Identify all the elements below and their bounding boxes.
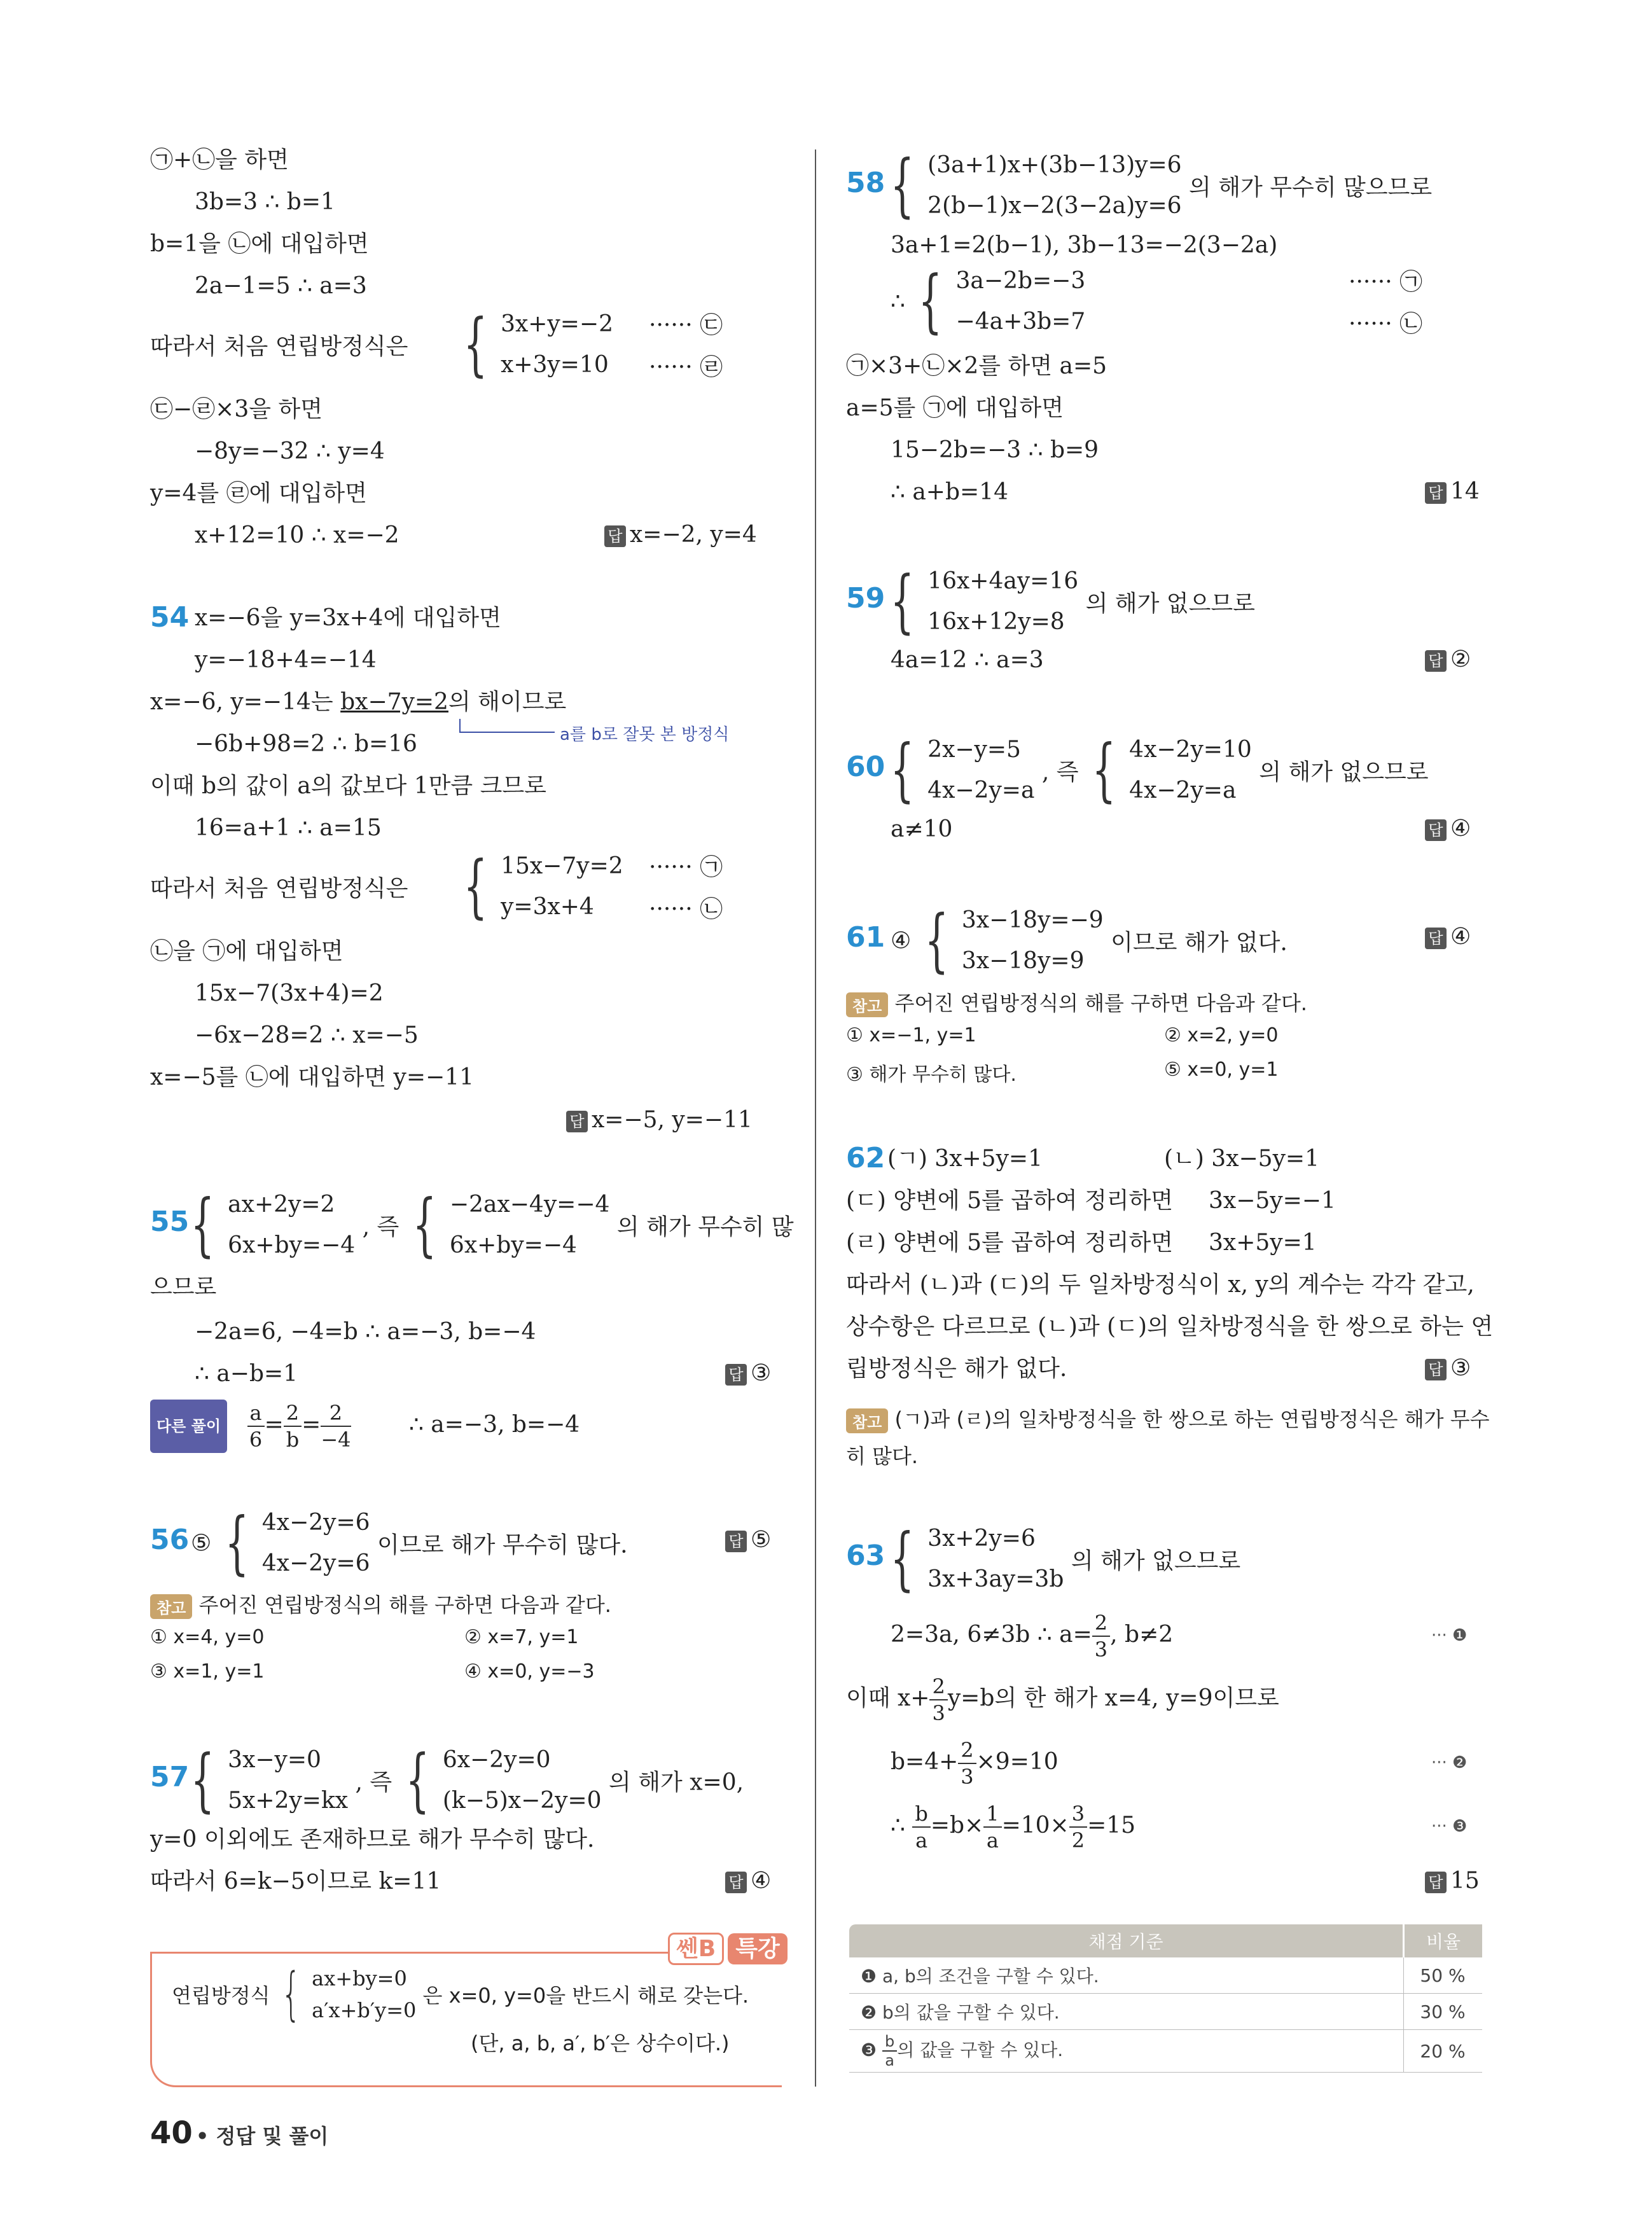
problem-number: 55 bbox=[150, 1206, 190, 1238]
table-header: 비율 bbox=[1404, 1924, 1483, 1957]
text-line: 15x−7(3x+4)=2 bbox=[195, 980, 384, 1006]
equation: y=3x+4 bbox=[501, 894, 594, 920]
text-line: ㉢−㉣×3을 하면 bbox=[150, 396, 323, 422]
text-line: x=−6, y=−14는 bx−7y=2의 해이므로 bbox=[150, 689, 567, 715]
scoring-table bbox=[849, 1924, 1482, 2073]
answer bbox=[1425, 646, 1471, 672]
table-row: ❸ $\frac{b}{a}$ 의 값을 구할 수 있다. 20 % bbox=[849, 2030, 1482, 2073]
special-equation: 연립방정식 { ax+by=0 a′x+b′y=0 은 x=0, y=0을 반드시 해로 갖는다. bbox=[172, 1961, 749, 2027]
equation-system: ④ { 3x−18y=−9 3x−18y=9 이므로 해가 없다. bbox=[891, 901, 1288, 980]
answer bbox=[725, 1868, 771, 1894]
text-line: −2a=6, −4=b ∴ a=−3, b=−4 bbox=[195, 1319, 536, 1345]
equation-marker: ······ ㉡ bbox=[649, 896, 723, 922]
text-line: 3b=3 ∴ b=1 bbox=[195, 189, 335, 215]
equation: 15x−7y=2 bbox=[501, 853, 623, 879]
text-line: 이때 b의 값이 a의 값보다 1만큼 크므로 bbox=[150, 773, 546, 799]
answer-mark: 답 bbox=[1425, 928, 1447, 949]
column-divider bbox=[815, 149, 816, 2087]
note-item: ① x=4, y=0 bbox=[150, 1626, 265, 1648]
alt-solution-tag: 다른 풀이 bbox=[150, 1400, 227, 1453]
text-line: ∴ a−b=1 bbox=[195, 1361, 298, 1387]
footer-title: • 정답 및 풀이 bbox=[195, 2124, 329, 2148]
problem-number: 61 bbox=[846, 921, 885, 954]
answer-value: ④ bbox=[1450, 924, 1471, 950]
reference-note: 참고 주어진 연립방정식의 해를 구하면 다음과 같다. bbox=[150, 1589, 611, 1619]
text-line: −8y=−32 ∴ y=4 bbox=[195, 438, 385, 464]
answer bbox=[725, 1360, 771, 1386]
answer-mark: 답 bbox=[1425, 1359, 1447, 1380]
text-line: 15−2b=−3 ∴ b=9 bbox=[891, 437, 1099, 463]
text-line: 4a=12 ∴ a=3 bbox=[891, 647, 1044, 673]
text-line: 16=a+1 ∴ a=15 bbox=[195, 815, 382, 841]
answer bbox=[1425, 816, 1471, 842]
reference-tag: 참고 bbox=[846, 992, 888, 1017]
equation-system: 따라서 처음 연립방정식은 { 15x−7y=2 y=3x+4 bbox=[150, 847, 623, 926]
text-line: 립방정식은 해가 없다. bbox=[846, 1356, 1067, 1382]
equation: x+3y=10 bbox=[501, 352, 609, 378]
text-line: −6b+98=2 ∴ b=16 bbox=[195, 731, 417, 757]
note-item: ③ 해가 무수히 많다. bbox=[846, 1064, 1017, 1086]
text-line: 으므로 bbox=[150, 1274, 217, 1300]
answer bbox=[1425, 924, 1471, 950]
step-marker: ··· ❶ bbox=[1431, 1626, 1468, 1645]
text-line: 2a−1=5 ∴ a=3 bbox=[195, 273, 367, 299]
annotation: a를 b로 잘못 본 방정식 bbox=[560, 725, 730, 744]
text-line: a≠10 bbox=[891, 816, 953, 842]
answer-mark: 답 bbox=[725, 1531, 747, 1552]
answer-mark: 답 bbox=[1425, 650, 1447, 672]
answer-value: ② bbox=[1450, 646, 1471, 672]
equation-marker: ······ ㉡ bbox=[1349, 311, 1423, 337]
text-line: −6x−28=2 ∴ x=−5 bbox=[195, 1022, 419, 1048]
text-line: 2=3a, 6≠3b ∴ a= $\frac{2}{3}$ , b≠2 bbox=[891, 1611, 1174, 1662]
text-line: ∴ $\frac{b}{a}$ =b× $\frac{1}{a}$ =10× $\frac{3}{2}$ =15 bbox=[891, 1802, 1136, 1852]
text-line: (ㄹ) 양변에 5를 곱하여 정리하면 bbox=[846, 1230, 1174, 1256]
problem-number: 59 bbox=[846, 582, 885, 615]
table-row: ❶ a, b의 조건을 구할 수 있다. 50 % bbox=[849, 1957, 1482, 1994]
equation-marker: ······ ㉠ bbox=[649, 854, 723, 880]
text-line: 이때 x+ $\frac{2}{3}$ y=b의 한 해가 x=4, y=9이므로 bbox=[846, 1674, 1279, 1725]
answer-value: ④ bbox=[1450, 816, 1471, 842]
text-line: ㉠×3+㉡×2를 하면 a=5 bbox=[846, 353, 1107, 379]
answer bbox=[725, 1527, 771, 1553]
text-line: b=1을 ㉡에 대입하면 bbox=[150, 231, 369, 257]
special-lecture-tag: 쎈B 특강 bbox=[668, 1931, 788, 1963]
text-line: x=−6을 y=3x+4에 대입하면 bbox=[195, 605, 501, 631]
text-line: 따라서 6=k−5이므로 k=11 bbox=[150, 1868, 441, 1894]
text-line: y=−18+4=−14 bbox=[195, 647, 377, 673]
answer-mark: 답 bbox=[1425, 482, 1447, 504]
page-footer bbox=[150, 2115, 328, 2151]
equation-system: { (3a+1)x+(3b−13)y=6 2(b−1)x−2(3−2a)y=6 의 해가 무수히 많으므로 bbox=[890, 146, 1433, 225]
text-line: b=4+ $\frac{2}{3}$ ×9=10 bbox=[891, 1738, 1059, 1789]
answer bbox=[1425, 1355, 1471, 1381]
alt-solution: 다른 풀이 $\frac{a}{6}$ = $\frac{2}{b}$ = $\frac{2}{-4}$ ∴ a=−3, b=−4 bbox=[150, 1400, 580, 1453]
equation-system: ∴ { 3a−2b=−3 −4a+3b=7 bbox=[891, 261, 1086, 341]
problem-number: 56 bbox=[150, 1524, 190, 1556]
equation-marker: ······ ㉣ bbox=[649, 354, 723, 380]
answer-mark: 답 bbox=[566, 1111, 588, 1132]
answer bbox=[1425, 478, 1480, 504]
problem-number: 54 bbox=[150, 601, 190, 634]
answer-value: 14 bbox=[1450, 478, 1480, 504]
problem-number: 63 bbox=[846, 1539, 885, 1572]
text-line: 3a+1=2(b−1), 3b−13=−2(3−2a) bbox=[891, 232, 1278, 258]
step-marker: ··· ❸ bbox=[1431, 1817, 1468, 1836]
text-line: 따라서 (ㄴ)과 (ㄷ)의 두 일차방정식이 x, y의 계수는 각각 같고, bbox=[846, 1272, 1475, 1298]
answer bbox=[604, 522, 757, 548]
page-number: 40 bbox=[150, 2115, 193, 2151]
special-note: (단, a, b, a′, b′은 상수이다.) bbox=[471, 2031, 730, 2055]
equation-system: { 16x+4ay=16 16x+12y=8 의 해가 없으므로 bbox=[890, 562, 1255, 641]
answer-value: ④ bbox=[751, 1868, 772, 1894]
problem-number: 58 bbox=[846, 167, 885, 199]
text-line: (ㄴ) 3x−5y=1 bbox=[1164, 1146, 1319, 1172]
table-row: ❷ b의 값을 구할 수 있다. 30 % bbox=[849, 1994, 1482, 2030]
note-item: ① x=−1, y=1 bbox=[846, 1024, 976, 1046]
step-marker: ··· ❷ bbox=[1431, 1753, 1468, 1772]
answer-value: x=−5, y=−11 bbox=[592, 1107, 753, 1133]
answer-mark: 답 bbox=[725, 1872, 747, 1893]
text-line: ㉡을 ㉠에 대입하면 bbox=[150, 938, 344, 964]
equation-system: { 2x−y=5 4x−2y=a , 즉 { 4x−2y=10 4x−2y=a 의 해가 없으므로 bbox=[890, 730, 1429, 810]
equation-system: { 3x−y=0 5x+2y=kx , 즉 { 6x−2y=0 (k−5)x−2y=0 의 해가 x=0, bbox=[190, 1741, 744, 1820]
text-line: (ㄷ) 양변에 5를 곱하여 정리하면 bbox=[846, 1188, 1174, 1214]
reference-tag: 참고 bbox=[150, 1594, 192, 1619]
answer-mark: 답 bbox=[1425, 819, 1447, 841]
equation: 3x+y=−2 bbox=[501, 311, 614, 337]
reference-note: 참고 주어진 연립방정식의 해를 구하면 다음과 같다. bbox=[846, 987, 1307, 1017]
note-item: ② x=2, y=0 bbox=[1164, 1024, 1279, 1046]
equation-marker: ······ ㉠ bbox=[1349, 269, 1423, 295]
answer-value: x=−2, y=4 bbox=[630, 522, 757, 548]
annotation-line bbox=[459, 732, 555, 733]
note-item: ③ x=1, y=1 bbox=[150, 1660, 265, 1683]
text-line: 상수항은 다르므로 (ㄴ)과 (ㄷ)의 일차방정식을 한 쌍으로 하는 연 bbox=[846, 1314, 1494, 1340]
special-lecture-line bbox=[150, 1952, 672, 1954]
system-lead: 따라서 처음 연립방정식은 bbox=[150, 333, 408, 360]
note-item: ④ x=0, y=−3 bbox=[464, 1660, 595, 1683]
answer bbox=[566, 1107, 753, 1133]
equation-system: { 3x+2y=6 3x+3ay=3b 의 해가 없으므로 bbox=[890, 1519, 1241, 1599]
note-item: ② x=7, y=1 bbox=[464, 1626, 579, 1648]
reference-note-line: 히 많다. bbox=[846, 1444, 919, 1468]
equation-marker: ······ ㉢ bbox=[649, 312, 723, 338]
reference-note: 참고 (ㄱ)과 (ㄹ)의 일차방정식을 한 쌍으로 하는 연립방정식은 해가 무수 bbox=[846, 1403, 1490, 1433]
reference-tag: 참고 bbox=[846, 1408, 888, 1433]
text-line: y=4를 ㉣에 대입하면 bbox=[150, 480, 367, 506]
text-line: 3x−5y=−1 bbox=[1209, 1188, 1336, 1214]
problem-number: 60 bbox=[846, 751, 885, 783]
text-line: a=5를 ㉠에 대입하면 bbox=[846, 395, 1064, 421]
answer-value: ⑤ bbox=[751, 1527, 772, 1553]
answer-mark: 답 bbox=[725, 1364, 747, 1386]
underlined-equation: bx−7y=2 bbox=[340, 689, 448, 715]
answer-value: ③ bbox=[1450, 1355, 1471, 1381]
text-line: ∴ a+b=14 bbox=[891, 479, 1008, 505]
text-line: x+12=10 ∴ x=−2 bbox=[195, 522, 399, 548]
text-line: y=0 이외에도 존재하므로 해가 무수히 많다. bbox=[150, 1826, 595, 1852]
equation-system: 따라서 처음 연립방정식은 { 3x+y=−2 x+3y=10 bbox=[150, 305, 614, 384]
answer-mark: 답 bbox=[604, 525, 626, 547]
equation-system: ⑤ { 4x−2y=6 4x−2y=6 이므로 해가 무수히 많다. bbox=[191, 1503, 628, 1583]
equation-system: { ax+2y=2 6x+by=−4 , 즉 { −2ax−4y=−4 6x+by=−4 의 해가 무수히 많 bbox=[190, 1185, 794, 1265]
text-line: x=−5를 ㉡에 대입하면 y=−11 bbox=[150, 1064, 474, 1090]
note-item: ⑤ x=0, y=1 bbox=[1164, 1059, 1279, 1081]
text-line: 3x+5y=1 bbox=[1209, 1230, 1317, 1256]
text-line: (ㄱ) 3x+5y=1 bbox=[887, 1146, 1043, 1172]
problem-number: 57 bbox=[150, 1761, 190, 1793]
answer-value: 15 bbox=[1450, 1868, 1480, 1894]
answer-mark: 답 bbox=[1425, 1872, 1447, 1893]
problem-number: 62 bbox=[846, 1142, 885, 1174]
answer-value: ③ bbox=[751, 1360, 772, 1386]
text-line: ㉠+㉡을 하면 bbox=[150, 147, 289, 173]
answer bbox=[1425, 1868, 1480, 1894]
table-header: 채점 기준 bbox=[849, 1924, 1404, 1957]
annotation-line bbox=[459, 719, 461, 733]
